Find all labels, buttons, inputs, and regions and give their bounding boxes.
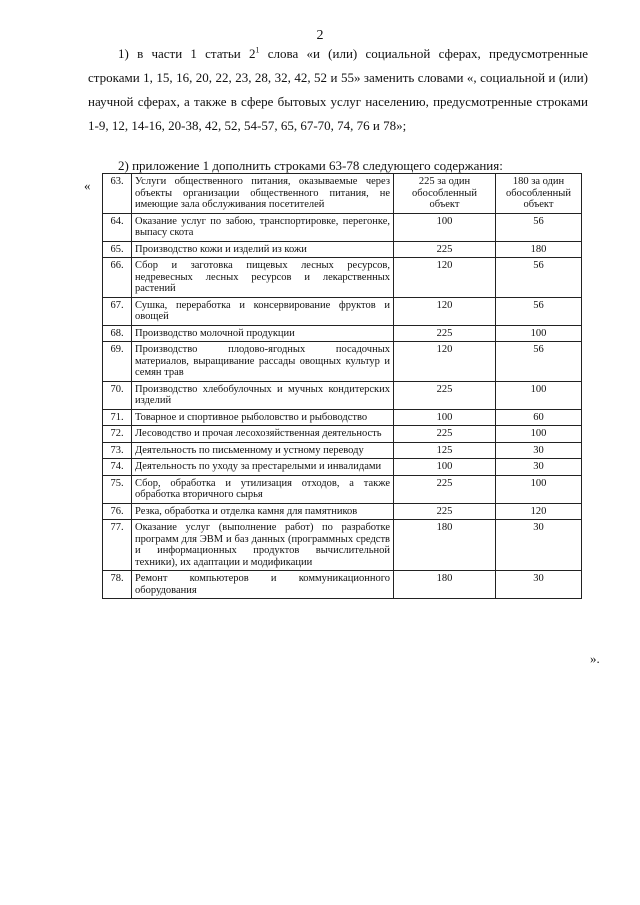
- table-row: [103, 325, 582, 342]
- paragraph-amendment-2: 2) приложение 1 дополнить строками 63-78 следующего содержания:: [118, 158, 503, 173]
- table-row: [103, 297, 582, 325]
- row-description: Резка, обработка и отделка камня для памятников: [132, 503, 394, 520]
- row-number: 73.: [103, 442, 132, 459]
- row-value-1: 180: [394, 571, 496, 599]
- table-row: [103, 409, 582, 426]
- row-description: Лесоводство и прочая лесохозяйственная деятельность: [132, 426, 394, 443]
- row-value-2: 100: [496, 475, 582, 503]
- row-description: Сбор и заготовка пищевых лесных ресурсов, недревесных лесных ресурсов и лекарственных растений: [132, 258, 394, 298]
- row-number: 68.: [103, 325, 132, 342]
- row-number: 63.: [103, 174, 132, 214]
- row-number: 65.: [103, 241, 132, 258]
- row-value-2: 56: [496, 213, 582, 241]
- row-value-2: 56: [496, 297, 582, 325]
- row-description: Производство кожи и изделий из кожи: [132, 241, 394, 258]
- table-body: [103, 174, 582, 599]
- table-row: [103, 381, 582, 409]
- row-value-1: 120: [394, 342, 496, 382]
- table-row: [103, 426, 582, 443]
- row-number: 71.: [103, 409, 132, 426]
- row-number: 72.: [103, 426, 132, 443]
- row-value-2: 30: [496, 459, 582, 476]
- row-description: Производство плодово-ягодных посадочных материалов, выращивание рассады овощных культур и семян трав: [132, 342, 394, 382]
- appendix-table: [102, 173, 582, 599]
- page-number: 2: [316, 28, 324, 43]
- table-row: [103, 213, 582, 241]
- row-number: 77.: [103, 520, 132, 571]
- row-value-2: 180: [496, 241, 582, 258]
- row-description: Сушка, переработка и консервирование фруктов и овощей: [132, 297, 394, 325]
- row-value-1: 120: [394, 258, 496, 298]
- paragraph-amendment-1: [88, 42, 588, 138]
- table-row: [103, 241, 582, 258]
- row-number: 70.: [103, 381, 132, 409]
- row-value-1: 225 за один обособленный объект: [394, 174, 496, 214]
- table-row: [103, 475, 582, 503]
- table-row: [103, 342, 582, 382]
- para1-text-rest: слова «и (или) социальной сферах, предусмотренные строками 1, 15, 16, 20, 22, 23, 28, 32, 42, 52 и 55» заменить словами «, социальной и (или) научной сферах, а также в сфере бытовых услуг населению, предусмотренные строками 1-9, 12, 14-16, 20-38, 42, 52, 54-57, 65, 67-70, 74, 76 и 78»;: [88, 46, 589, 133]
- table-row: [103, 174, 582, 214]
- row-description: Сбор, обработка и утилизация отходов, а также обработка вторичного сырья: [132, 475, 394, 503]
- row-number: 64.: [103, 213, 132, 241]
- row-number: 78.: [103, 571, 132, 599]
- row-number: 74.: [103, 459, 132, 476]
- para1-text-start: 1) в части 1 статьи 2: [118, 46, 256, 61]
- row-value-2: 60: [496, 409, 582, 426]
- row-value-1: 100: [394, 409, 496, 426]
- row-value-2: 100: [496, 325, 582, 342]
- row-description: Производство молочной продукции: [132, 325, 394, 342]
- row-description: Оказание услуг по забою, транспортировке, перегонке, выпасу скота: [132, 213, 394, 241]
- row-value-1: 120: [394, 297, 496, 325]
- row-value-1: 225: [394, 475, 496, 503]
- row-value-1: 225: [394, 503, 496, 520]
- row-number: 75.: [103, 475, 132, 503]
- table-row: [103, 442, 582, 459]
- row-description: Ремонт компьютеров и коммуникационного оборудования: [132, 571, 394, 599]
- row-value-1: 225: [394, 426, 496, 443]
- row-value-2: 120: [496, 503, 582, 520]
- row-value-1: 100: [394, 213, 496, 241]
- row-value-2: 180 за один обособленный объект: [496, 174, 582, 214]
- row-description: Деятельность по уходу за престарелыми и инвалидами: [132, 459, 394, 476]
- closing-quote: ».: [590, 651, 600, 666]
- row-value-1: 125: [394, 442, 496, 459]
- row-value-1: 100: [394, 459, 496, 476]
- row-value-2: 30: [496, 442, 582, 459]
- table-row: [103, 571, 582, 599]
- row-value-1: 180: [394, 520, 496, 571]
- table-row: [103, 459, 582, 476]
- row-description: Товарное и спортивное рыболовство и рыбоводство: [132, 409, 394, 426]
- row-number: 67.: [103, 297, 132, 325]
- row-number: 69.: [103, 342, 132, 382]
- row-value-2: 100: [496, 426, 582, 443]
- row-value-1: 225: [394, 241, 496, 258]
- row-value-1: 225: [394, 381, 496, 409]
- row-value-2: 56: [496, 342, 582, 382]
- row-value-1: 225: [394, 325, 496, 342]
- row-number: 66.: [103, 258, 132, 298]
- row-number: 76.: [103, 503, 132, 520]
- table-row: [103, 258, 582, 298]
- row-value-2: 30: [496, 571, 582, 599]
- row-description: Деятельность по письменному и устному переводу: [132, 442, 394, 459]
- opening-quote: «: [84, 178, 91, 193]
- row-description: Производство хлебобулочных и мучных кондитерских изделий: [132, 381, 394, 409]
- row-value-2: 56: [496, 258, 582, 298]
- row-value-2: 30: [496, 520, 582, 571]
- row-description: Оказание услуг (выполнение работ) по разработке программ для ЭВМ и баз данных (программных средств и информационных продуктов вычислительной техники), их адаптации и модификации: [132, 520, 394, 571]
- row-value-2: 100: [496, 381, 582, 409]
- row-description: Услуги общественного питания, оказываемые через объекты организации общественного питания, не имеющие зала обслуживания посетителей: [132, 174, 394, 214]
- table-row: [103, 503, 582, 520]
- para1-superscript: 1: [255, 45, 260, 55]
- table-row: [103, 520, 582, 571]
